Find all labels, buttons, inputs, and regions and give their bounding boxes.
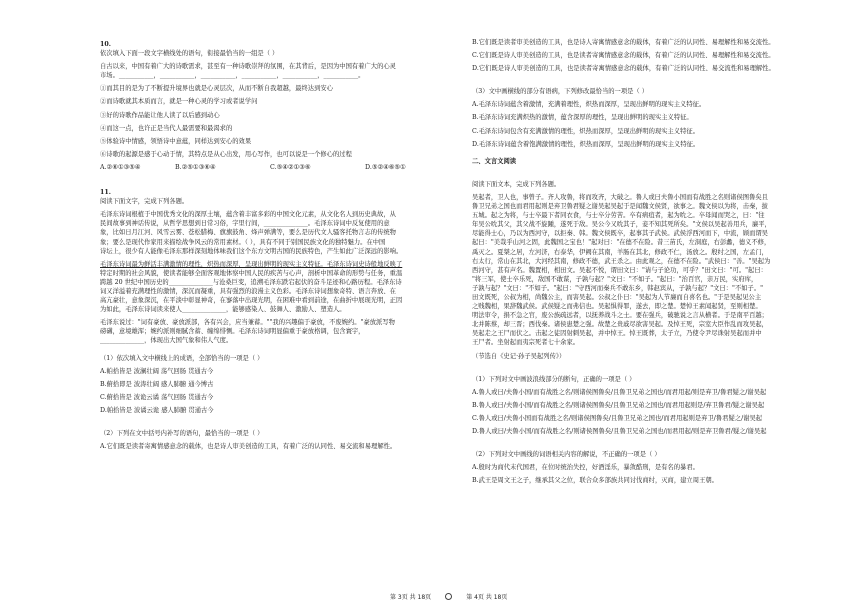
text-line: B.俯拾即是 波涛壮阔 感人肺腑 通今博古 bbox=[100, 380, 214, 388]
text-line: A.帕拾皆是 波澜壮阔 荡气回肠 贯通古今 bbox=[100, 367, 214, 375]
text-line: 禹灭之。夏桀之居，左河济，右泰华，伊阙在其南，羊肠在其北，修政不仁，汤放之。殷纣之国，左孟门， bbox=[472, 248, 768, 256]
text-line: 磅礴，意境雄浑；婉约派则细腻含蓄、缠绵悱恻。毛泽东诗词明显偏重于豪放格调，包含寰宇， bbox=[100, 328, 365, 336]
text-line: 王尸者。坐射起而夷宗死者七十余家。 bbox=[472, 339, 580, 347]
text-line: B.鲁人或曰/夫鲁小国/而有战胜之名/则诸侯图鲁矣/且鲁卫兄弟之国也/而君用起则是/弃卫鲁君/疑之谢吴起 bbox=[472, 401, 765, 409]
section-title: 二、文言文阅读 bbox=[472, 157, 517, 165]
spacer bbox=[472, 73, 840, 87]
text-line: ①而其目的是为了不断提升境界也就是心灵层次，从而不断自我超越，最终达到安心 bbox=[100, 85, 333, 93]
text-line: ⑤体验诗中情感，领悟诗中意蕴，同样达到安心的效果 bbox=[100, 137, 252, 145]
spacer bbox=[472, 149, 840, 157]
spacer bbox=[472, 361, 840, 375]
answer-option: B.②⑤①③⑥④ bbox=[175, 163, 216, 171]
text-line: 阅读下面文字，完成下列各题。 bbox=[100, 198, 189, 206]
text-line: 五城。起之为将，与士卒最下者同衣食，与士卒分劳苦。卒有病疽者，起为吮之。卒母闻而哭之，曰："往 bbox=[472, 212, 765, 220]
text-line: 明法审令，捐不急之官，废公族疏远者，以抚养战斗之士。要在强兵，破驰说之言从横者。于是南平百越； bbox=[472, 312, 768, 320]
text-line: ______________，体现出大国气象和伟人气度。 bbox=[100, 337, 233, 345]
text-line: A.毛泽东诗词蕴含着激情，充满着理性，炽热而深厚，呈现出鲜明的现实主义特征。 bbox=[472, 101, 706, 109]
text-line: 自古以来，中国有着广大的诗歌需求，甚至有一种诗歌崇拜的氛围，在其背后，是因为中国有着广大的心灵 bbox=[100, 63, 396, 71]
page-divider-circle-icon bbox=[445, 593, 452, 600]
text-line: ④而这一点，也许正是当代人最需要和最渴求的 bbox=[100, 124, 233, 132]
text-line: 跨越 20 世纪中国历史的______________与沧桑巨变，追溯毛泽东跌宕起伏的奋斗足迹和心路历程。毛泽东诗 bbox=[100, 278, 402, 286]
text-line: 年吴公吮其父，其父战不旋踵，遂死于敌。吴公今又吮其子，妾不知其死所矣。"文侯以吴起善用兵，廉平， bbox=[472, 221, 771, 229]
question-number: 11. bbox=[100, 189, 111, 197]
text-line: 之贱魏相，果辞魏武侯。武侯疑之而弗信也。吴起惧得罪，遂去，即之楚。楚悼王素闻起贤，至则相楚。 bbox=[472, 303, 762, 311]
text-line: 民间故事到神话传说，从哲学思想到日常习俗，字里行间，______________。毛泽东诗词中反复使用的意 bbox=[100, 220, 390, 228]
text-line: B.武王是周文王之子，继承其父之位，联合众多部族共同讨伐商纣，灭商，建立周王朝。 bbox=[472, 477, 718, 485]
text-line: ③好的诗歌作品能让他人读了以后感到动心 bbox=[100, 111, 220, 119]
text-line: 诗坛上，很少有人能像毛泽东那样深刻地体味我们这个东方文明古国的民族特色，产生如此广泛深远的影响。 bbox=[100, 247, 403, 255]
answer-option: C.⑤④②①③⑥ bbox=[270, 163, 311, 171]
spacer bbox=[472, 436, 840, 450]
text-line: C.俯拾皆是 波诡云谲 荡气回肠 贯通古今 bbox=[100, 393, 214, 401]
text-line: 北并陈蔡，却三晋；西伐秦。诸侯患楚之强。故楚之贵戚尽欲害吴起。及悼王死，宗室大臣作乱而攻吴起， bbox=[472, 321, 768, 329]
text-line: 市场。___________，___________，___________，___________，___________，___________。 bbox=[100, 72, 365, 80]
text-line: B.它们既是读者审美创造的工具，也是诗人寄寓情感意念的载体，有着广泛的认同性、易理解性和易交流性。 bbox=[472, 39, 775, 46]
text-line: 依次填入下面一段文字横线处的语句，衔接最恰当的一组是（ ） bbox=[100, 50, 279, 58]
text-line: 特定时期的社会风貌，使读者能够全面客观地体察中国人民的疾苦与心声，剖析中国革命的形势与任务，重温 bbox=[100, 269, 403, 277]
text-line: （3）文中画横线的部分有语病，下列修改最恰当的一项是（ ） bbox=[472, 88, 649, 96]
text-line: ②而诗歌就其本质而言，就是一种心灵的学习或者说学问 bbox=[100, 98, 258, 106]
text-line: D.毛泽东诗词蕴含着饱满激情的理性，炽热而深厚，呈现出鲜明的现实主义特征。 bbox=[472, 140, 700, 148]
text-line: 毛泽东诗词根植于中国优秀文化的深厚土壤，蕴含着丰富多彩的中国文化元素，从文化名人到历史典故，从 bbox=[100, 211, 396, 219]
answer-options-row bbox=[100, 163, 460, 172]
spacer bbox=[100, 172, 460, 186]
text-line: A.殷时为商代末代国君，在位时统治失控，好酒淫乐，暴敛酷刑，是有名的暴君。 bbox=[472, 464, 699, 472]
text-line: 阅读下面文本，完成下列各题。 bbox=[472, 180, 561, 188]
text-line: ⑥诗歌的起源是感于心动于情，其特点是从心出发，用心写作，也可以说是一个修心的过程 bbox=[100, 150, 352, 158]
text-line: "将三军，使士卒乐死，敌国不敢谋，子孰与起？"文曰："不如子。"起曰："治百官，亲万民，实府库， bbox=[472, 275, 758, 283]
text-line: A.鲁人或曰/夫鲁小国/而有战胜之名/则诸侯图鲁矣/且鲁卫兄弟之国也/而君用起/则是弃卫/鲁君疑之/谢吴起 bbox=[472, 388, 767, 396]
text-line: 毛泽东诗词最为鲜活丰满激情的理性，炽热而深厚，呈现出鲜明的现实主义特征。毛泽东诗词史诗般地反映了 bbox=[100, 260, 403, 268]
text-line: （2）下列在文中括号内补写的语句，最恰当的一项是（ ） bbox=[100, 430, 264, 437]
text-line: 鲁卫兄弟之国也而君用起则是弃卫鲁君疑之谢吴起吴起于是闻魏文侯贤，欲事之。魏文侯以为将，击秦，拔 bbox=[472, 203, 768, 211]
text-line: 吴起走之王尸而伏之。击起之徒因射刺吴起，并中悼王。悼王既葬，太子立，乃使令尹尽诛射吴起而并中 bbox=[472, 330, 762, 338]
left-page-number: 第 3页 共 18页 bbox=[390, 594, 432, 601]
text-line: D.它们既是诗人审美创造的工具，也是读者寄寓情感意念的载体，有着广泛的认同性、易交流性和易理解性。 bbox=[472, 65, 775, 73]
text-line: 象，比如日月江河、风雪云雾、苍松腊梅、旗旗鼓角、烽声弹满等，要么是历代文人骚客托物言志的传统物 bbox=[100, 229, 396, 237]
text-line: C.毛泽东诗词包含有充满激情的理性，炽热而深厚，呈现出鲜明的现实主义特征。 bbox=[472, 127, 699, 135]
text-line: （1）依次填入文中横线上的成语，全部恰当的一项是（ ） bbox=[100, 354, 264, 362]
spacer bbox=[100, 415, 460, 429]
question-number: 10. bbox=[100, 41, 111, 48]
text-line: 西河守，甚有声名。魏置相，相田文。吴起不悦，谓田文曰："请与子论功，可乎？"田文曰："可。"起曰： bbox=[472, 266, 767, 274]
text-line: （节选自《史记·孙子吴起列传》） bbox=[472, 352, 566, 360]
text-line: 为如此，毛泽东诗词读来使人______________，能够感染人、鼓舞人、激励人、塑造人。 bbox=[100, 306, 346, 314]
text-line: 子孰与起？"文曰："不如子。"起曰："守西河而秦兵不敢东乡，韩赵宾从，子孰与起？"文曰："不如子。" bbox=[472, 284, 764, 292]
page-footer bbox=[390, 592, 507, 601]
text-line: 词又洋溢着充满理性的激情，深沉而凝重，具有强烈的浪漫主义色彩。毛泽东诗词想象奇特、语言奔放、在 bbox=[100, 287, 396, 295]
text-line: 右太行，常山在其北，大河经其南，修政不德，武王杀之。由此观之，在德不在险。"武侯曰："善。"吴起为 bbox=[472, 257, 771, 265]
text-line: B.毛泽东诗词充满炽热的激情，蕴含深厚的理性，呈现出鲜明的现实主义特征。 bbox=[472, 114, 693, 122]
right-column bbox=[472, 38, 840, 485]
text-line: 起曰："美哉乎山河之固，此魏国之宝也！"起对曰："在德不在险。昔三苗氏，左洞庭，右彭蠡，德义不修， bbox=[472, 239, 771, 247]
text-line: 毛泽东说过："词有豪放、豪放派部，各有兴会，应当兼蓄。""我的兴趣偏于豪放，不废婉约。"豪放派写物 bbox=[100, 319, 395, 327]
spacer bbox=[100, 346, 460, 354]
text-line: （2）下列对文中画线的词语相关内容的解说，不正确的一项是（ ） bbox=[472, 451, 661, 459]
text-line: 象；要么是现代作家用来描绘战争风云的常用素材。（ ），具有不同于别国民族文化的独特魅力。在中国 bbox=[100, 238, 386, 246]
text-line: D.帕拾皆是 波谲云诡 感人肺腑 贯通古今 bbox=[100, 406, 214, 414]
text-line: 田文既死，公叔为相，尚魏公主，而害吴起。公叔之仆曰："吴起为人节廉而自喜名也。"于是吴起见公主 bbox=[472, 293, 762, 301]
text-line: C.它们既是诗人审美创造的工具，也是读者寄寓情感意念的载体，有着广泛的认同性、易理解性和易交流性。 bbox=[472, 52, 775, 60]
answer-option: A.②⑥①③⑤④ bbox=[100, 163, 141, 171]
text-line: （1）下列对文中画波浪线部分的断句，正确的一项是（ ） bbox=[472, 375, 636, 383]
left-column bbox=[100, 38, 460, 451]
text-line: A.它们既是读者寄寓情感意念的载体，也是诗人审美创造的工具，有着广泛的认同性、易交流和易理解性。 bbox=[100, 443, 397, 451]
text-line: 高亢豪壮，意象深沉，在平淡中彰显神奇，在寥落中出现光明，在困难中看到前途，在曲折中展现光明，正因 bbox=[100, 297, 403, 305]
text-line: D.鲁人或曰/夫鲁小国/而有战胜之名/则诸侯图鲁矣/且鲁卫兄弟之国也/而君用起/则是弃卫鲁君/疑之/谢吴起 bbox=[472, 428, 767, 435]
text-line: C.鲁人或曰/夫鲁小国而有战胜之名/则诸侯图鲁矣/且鲁卫兄弟之国也/而君用起则是弃卫/鲁君疑之/谢吴起 bbox=[472, 414, 763, 422]
right-page-number: 第 4页 共 18页 bbox=[466, 594, 508, 601]
answer-option: D.⑤②④⑥⑤① bbox=[365, 163, 406, 171]
text-line: 吴起者，卫人也，事曾子。齐人攻鲁，将而攻齐，大破之。鲁人或曰夫鲁小国而有战胜之名则诸侯图鲁矣且 bbox=[472, 193, 768, 201]
text-line: 尽能得士心，乃以为西河守，以拒秦、韩。魏文侯既卒，起事其子武侯。武侯浮西河而下，中流，顾而谓吴 bbox=[472, 230, 768, 238]
spacer bbox=[472, 166, 840, 180]
